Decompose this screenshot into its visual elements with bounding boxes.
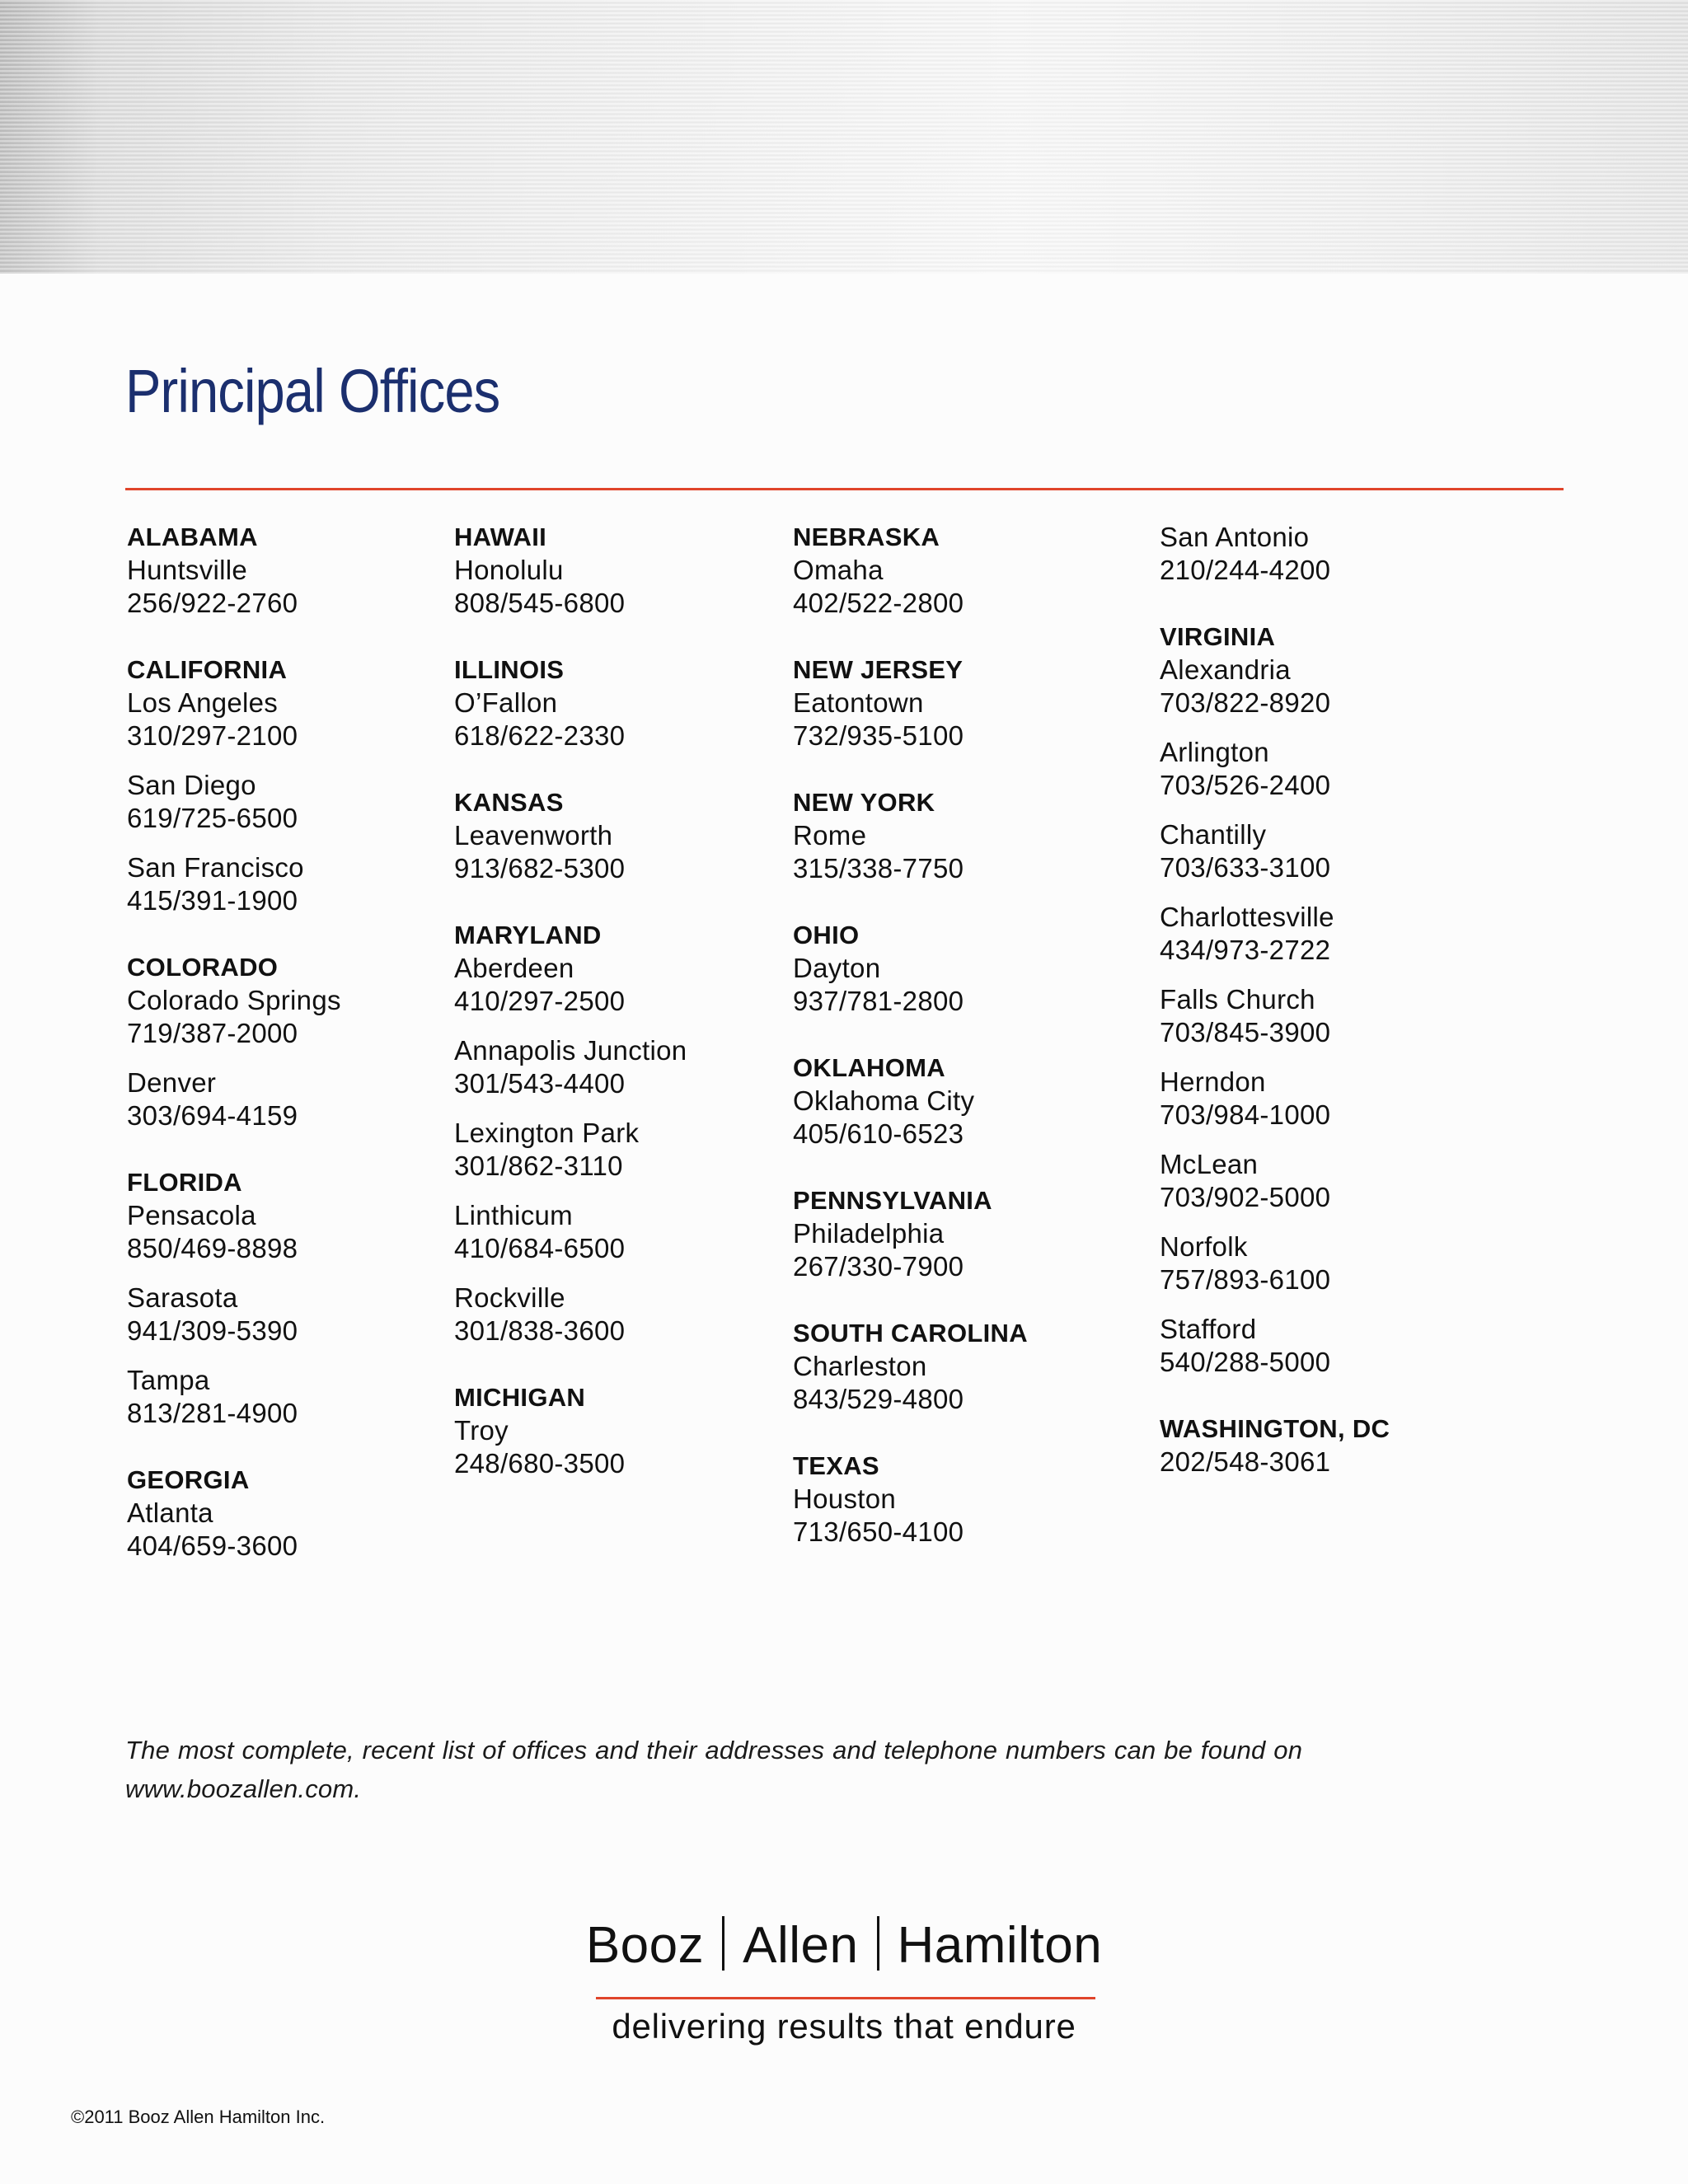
- logo-word-hamilton: Hamilton: [897, 1917, 1103, 1974]
- office-phone: 301/838-3600: [454, 1315, 626, 1346]
- office-city: San Antonio: [1160, 522, 1310, 552]
- state-heading: WASHINGTON, DC: [1160, 1414, 1390, 1443]
- office-city: Linthicum: [454, 1200, 573, 1230]
- office-entry: [454, 687, 800, 752]
- office-phone: 808/545-6800: [454, 588, 626, 618]
- state-heading: HAWAII: [454, 523, 547, 551]
- office-phone: 757/893-6100: [1160, 1264, 1331, 1295]
- office-entry: [1160, 1230, 1506, 1296]
- office-city: Atlanta: [127, 1497, 213, 1528]
- state-group: [454, 786, 800, 885]
- office-city: San Diego: [127, 770, 256, 800]
- office-entry: [127, 1199, 473, 1265]
- office-phone: 315/338-7750: [793, 853, 964, 883]
- office-city: Falls Church: [1160, 984, 1315, 1015]
- state-heading: TEXAS: [793, 1451, 879, 1480]
- office-phone: 619/725-6500: [127, 803, 298, 833]
- office-column-2: [454, 521, 800, 1514]
- office-entry: [127, 984, 473, 1050]
- office-entry: [793, 1085, 1139, 1151]
- state-group: [127, 1166, 473, 1430]
- state-heading: NEBRASKA: [793, 523, 940, 551]
- state-heading: PENNSYLVANIA: [793, 1186, 992, 1215]
- office-phone: 310/297-2100: [127, 720, 298, 751]
- office-city: Denver: [127, 1067, 217, 1098]
- office-city: McLean: [1160, 1149, 1259, 1179]
- office-entry: [127, 1282, 473, 1347]
- office-city: Annapolis Junction: [454, 1035, 687, 1066]
- office-phone: 703/984-1000: [1160, 1099, 1331, 1130]
- office-phone: 703/845-3900: [1160, 1017, 1331, 1047]
- office-entry: [454, 952, 800, 1018]
- state-group: [454, 654, 800, 752]
- office-phone: 248/680-3500: [454, 1448, 626, 1479]
- office-city: Norfolk: [1160, 1231, 1248, 1262]
- office-entry: [1160, 654, 1506, 719]
- office-city: Charlottesville: [1160, 902, 1334, 932]
- office-entry: [454, 819, 800, 885]
- office-entry: [127, 851, 473, 917]
- office-city: Colorado Springs: [127, 985, 341, 1015]
- office-phone: 719/387-2000: [127, 1018, 298, 1048]
- office-phone: 210/244-4200: [1160, 555, 1331, 585]
- office-entry: [1160, 983, 1506, 1049]
- state-heading: ILLINOIS: [454, 655, 565, 684]
- office-entry: [1160, 736, 1506, 802]
- state-group: [1160, 521, 1506, 587]
- office-phone: 618/622-2330: [454, 720, 626, 751]
- office-phone: 703/526-2400: [1160, 770, 1331, 800]
- page-title: Principal Offices: [125, 357, 500, 425]
- state-group: [127, 951, 473, 1132]
- office-city: Rockville: [454, 1282, 565, 1313]
- state-group: [793, 1317, 1139, 1416]
- state-group: [454, 1381, 800, 1480]
- office-phone: 303/694-4159: [127, 1100, 298, 1131]
- state-group: [793, 1450, 1139, 1549]
- office-city: Chantilly: [1160, 819, 1267, 850]
- office-city: Tampa: [127, 1365, 210, 1395]
- office-city: Herndon: [1160, 1066, 1266, 1097]
- office-entry: [793, 819, 1139, 885]
- office-city: Sarasota: [127, 1282, 238, 1313]
- office-entry: [454, 1282, 800, 1347]
- office-phone: 813/281-4900: [127, 1398, 298, 1428]
- office-entry: [793, 1350, 1139, 1416]
- office-phone: 913/682-5300: [454, 853, 626, 883]
- office-column-4: [1160, 521, 1506, 1512]
- office-phone: 267/330-7900: [793, 1251, 964, 1282]
- state-heading: OHIO: [793, 921, 860, 949]
- office-city: Rome: [793, 820, 867, 851]
- state-group: [127, 521, 473, 620]
- office-phone: 202/548-3061: [1160, 1446, 1331, 1477]
- office-city: O’Fallon: [454, 687, 558, 718]
- office-phone: 937/781-2800: [793, 986, 964, 1016]
- office-entry: [127, 554, 473, 620]
- state-heading: VIRGINIA: [1160, 622, 1276, 651]
- office-entry: [793, 1217, 1139, 1283]
- office-entry: [793, 952, 1139, 1018]
- office-city: Dayton: [793, 953, 881, 983]
- office-city: Stafford: [1160, 1314, 1257, 1344]
- office-entry: [454, 1034, 800, 1100]
- state-heading: FLORIDA: [127, 1168, 242, 1197]
- office-phone: 703/633-3100: [1160, 852, 1331, 883]
- state-group: [793, 919, 1139, 1018]
- office-city: Lexington Park: [454, 1118, 640, 1148]
- office-entry: [1160, 1066, 1506, 1132]
- office-entry: [1160, 1446, 1506, 1479]
- office-entry: [454, 1199, 800, 1265]
- office-phone: 732/935-5100: [793, 720, 964, 751]
- state-group: [127, 654, 473, 917]
- office-entry: [454, 1414, 800, 1480]
- office-city: Omaha: [793, 555, 884, 585]
- office-city: Leavenworth: [454, 820, 613, 851]
- state-group: [793, 786, 1139, 885]
- office-city: San Francisco: [127, 852, 304, 883]
- office-city: Eatontown: [793, 687, 924, 718]
- office-phone: 540/288-5000: [1160, 1347, 1331, 1377]
- office-phone: 415/391-1900: [127, 885, 298, 916]
- office-city: Philadelphia: [793, 1218, 945, 1249]
- state-heading: COLORADO: [127, 953, 279, 982]
- office-entry: [127, 687, 473, 752]
- tagline: delivering results that endure: [612, 2007, 1076, 2046]
- state-heading: SOUTH CAROLINA: [793, 1319, 1028, 1347]
- office-phone: 703/822-8920: [1160, 687, 1331, 718]
- office-phone: 713/650-4100: [793, 1516, 964, 1547]
- note-text: The most complete, recent list of offices and their addresses and telephone numbers can be found on: [125, 1736, 1303, 1765]
- office-entry: [793, 1483, 1139, 1549]
- office-phone: 301/862-3110: [454, 1151, 623, 1181]
- office-phone: 703/902-5000: [1160, 1182, 1331, 1212]
- state-heading: MICHIGAN: [454, 1383, 586, 1412]
- office-column-3: [793, 521, 1139, 1582]
- office-city: Oklahoma City: [793, 1085, 975, 1116]
- office-city: Huntsville: [127, 555, 248, 585]
- state-group: [793, 1052, 1139, 1151]
- company-logo: [0, 1916, 1688, 1975]
- office-entry: [793, 554, 1139, 620]
- state-group: [454, 521, 800, 620]
- copyright: ©2011 Booz Allen Hamilton Inc.: [71, 2107, 326, 2127]
- office-city: Houston: [793, 1483, 897, 1514]
- office-entry: [127, 1497, 473, 1563]
- office-entry: [127, 769, 473, 835]
- office-phone: 941/309-5390: [127, 1315, 298, 1346]
- office-entry: [1160, 901, 1506, 967]
- office-city: Alexandria: [1160, 654, 1291, 685]
- logo-word-booz: Booz: [585, 1917, 705, 1974]
- state-heading: KANSAS: [454, 788, 564, 817]
- office-city: Pensacola: [127, 1200, 256, 1230]
- state-heading: MARYLAND: [454, 921, 602, 949]
- office-entry: [1160, 818, 1506, 884]
- state-group: [127, 1464, 473, 1563]
- office-entry: [454, 554, 800, 620]
- offices-note: [125, 1731, 1411, 1808]
- office-entry: [1160, 521, 1506, 587]
- office-city: Aberdeen: [454, 953, 574, 983]
- state-group: [793, 521, 1139, 620]
- office-phone: 256/922-2760: [127, 588, 298, 618]
- office-city: Charleston: [793, 1351, 927, 1381]
- office-entry: [127, 1364, 473, 1430]
- office-phone: 410/297-2500: [454, 986, 626, 1016]
- office-city: Troy: [454, 1415, 509, 1446]
- office-city: Los Angeles: [127, 687, 279, 718]
- website-link[interactable]: www.boozallen.com.: [125, 1774, 362, 1803]
- office-phone: 850/469-8898: [127, 1233, 298, 1263]
- state-heading: ALABAMA: [127, 523, 258, 551]
- office-phone: 301/543-4400: [454, 1068, 626, 1099]
- state-group: [1160, 1413, 1506, 1479]
- office-entry: [793, 687, 1139, 752]
- title-divider: [125, 488, 1564, 490]
- state-group: [454, 919, 800, 1347]
- office-city: Honolulu: [454, 555, 564, 585]
- office-entry: [454, 1117, 800, 1183]
- office-phone: 843/529-4800: [793, 1384, 964, 1414]
- state-heading: GEORGIA: [127, 1465, 250, 1494]
- office-phone: 405/610-6523: [793, 1118, 964, 1149]
- state-group: [793, 654, 1139, 752]
- state-heading: NEW JERSEY: [793, 655, 964, 684]
- state-group: [793, 1184, 1139, 1283]
- brushed-metal-banner: [0, 0, 1688, 274]
- state-heading: OKLAHOMA: [793, 1053, 945, 1082]
- office-phone: 410/684-6500: [454, 1233, 626, 1263]
- state-heading: CALIFORNIA: [127, 655, 288, 684]
- logo-separator: [722, 1916, 724, 1971]
- state-heading: NEW YORK: [793, 788, 935, 817]
- office-phone: 434/973-2722: [1160, 935, 1331, 965]
- office-phone: 402/522-2800: [793, 588, 964, 618]
- logo-underline: [596, 1997, 1095, 1999]
- office-entry: [127, 1066, 473, 1132]
- office-phone: 404/659-3600: [127, 1530, 298, 1561]
- logo-word-allen: Allen: [743, 1917, 859, 1974]
- office-entry: [1160, 1148, 1506, 1214]
- office-city: Arlington: [1160, 737, 1269, 767]
- state-group: [1160, 621, 1506, 1379]
- office-column-1: [127, 521, 473, 1596]
- office-entry: [1160, 1313, 1506, 1379]
- logo-separator: [877, 1916, 879, 1971]
